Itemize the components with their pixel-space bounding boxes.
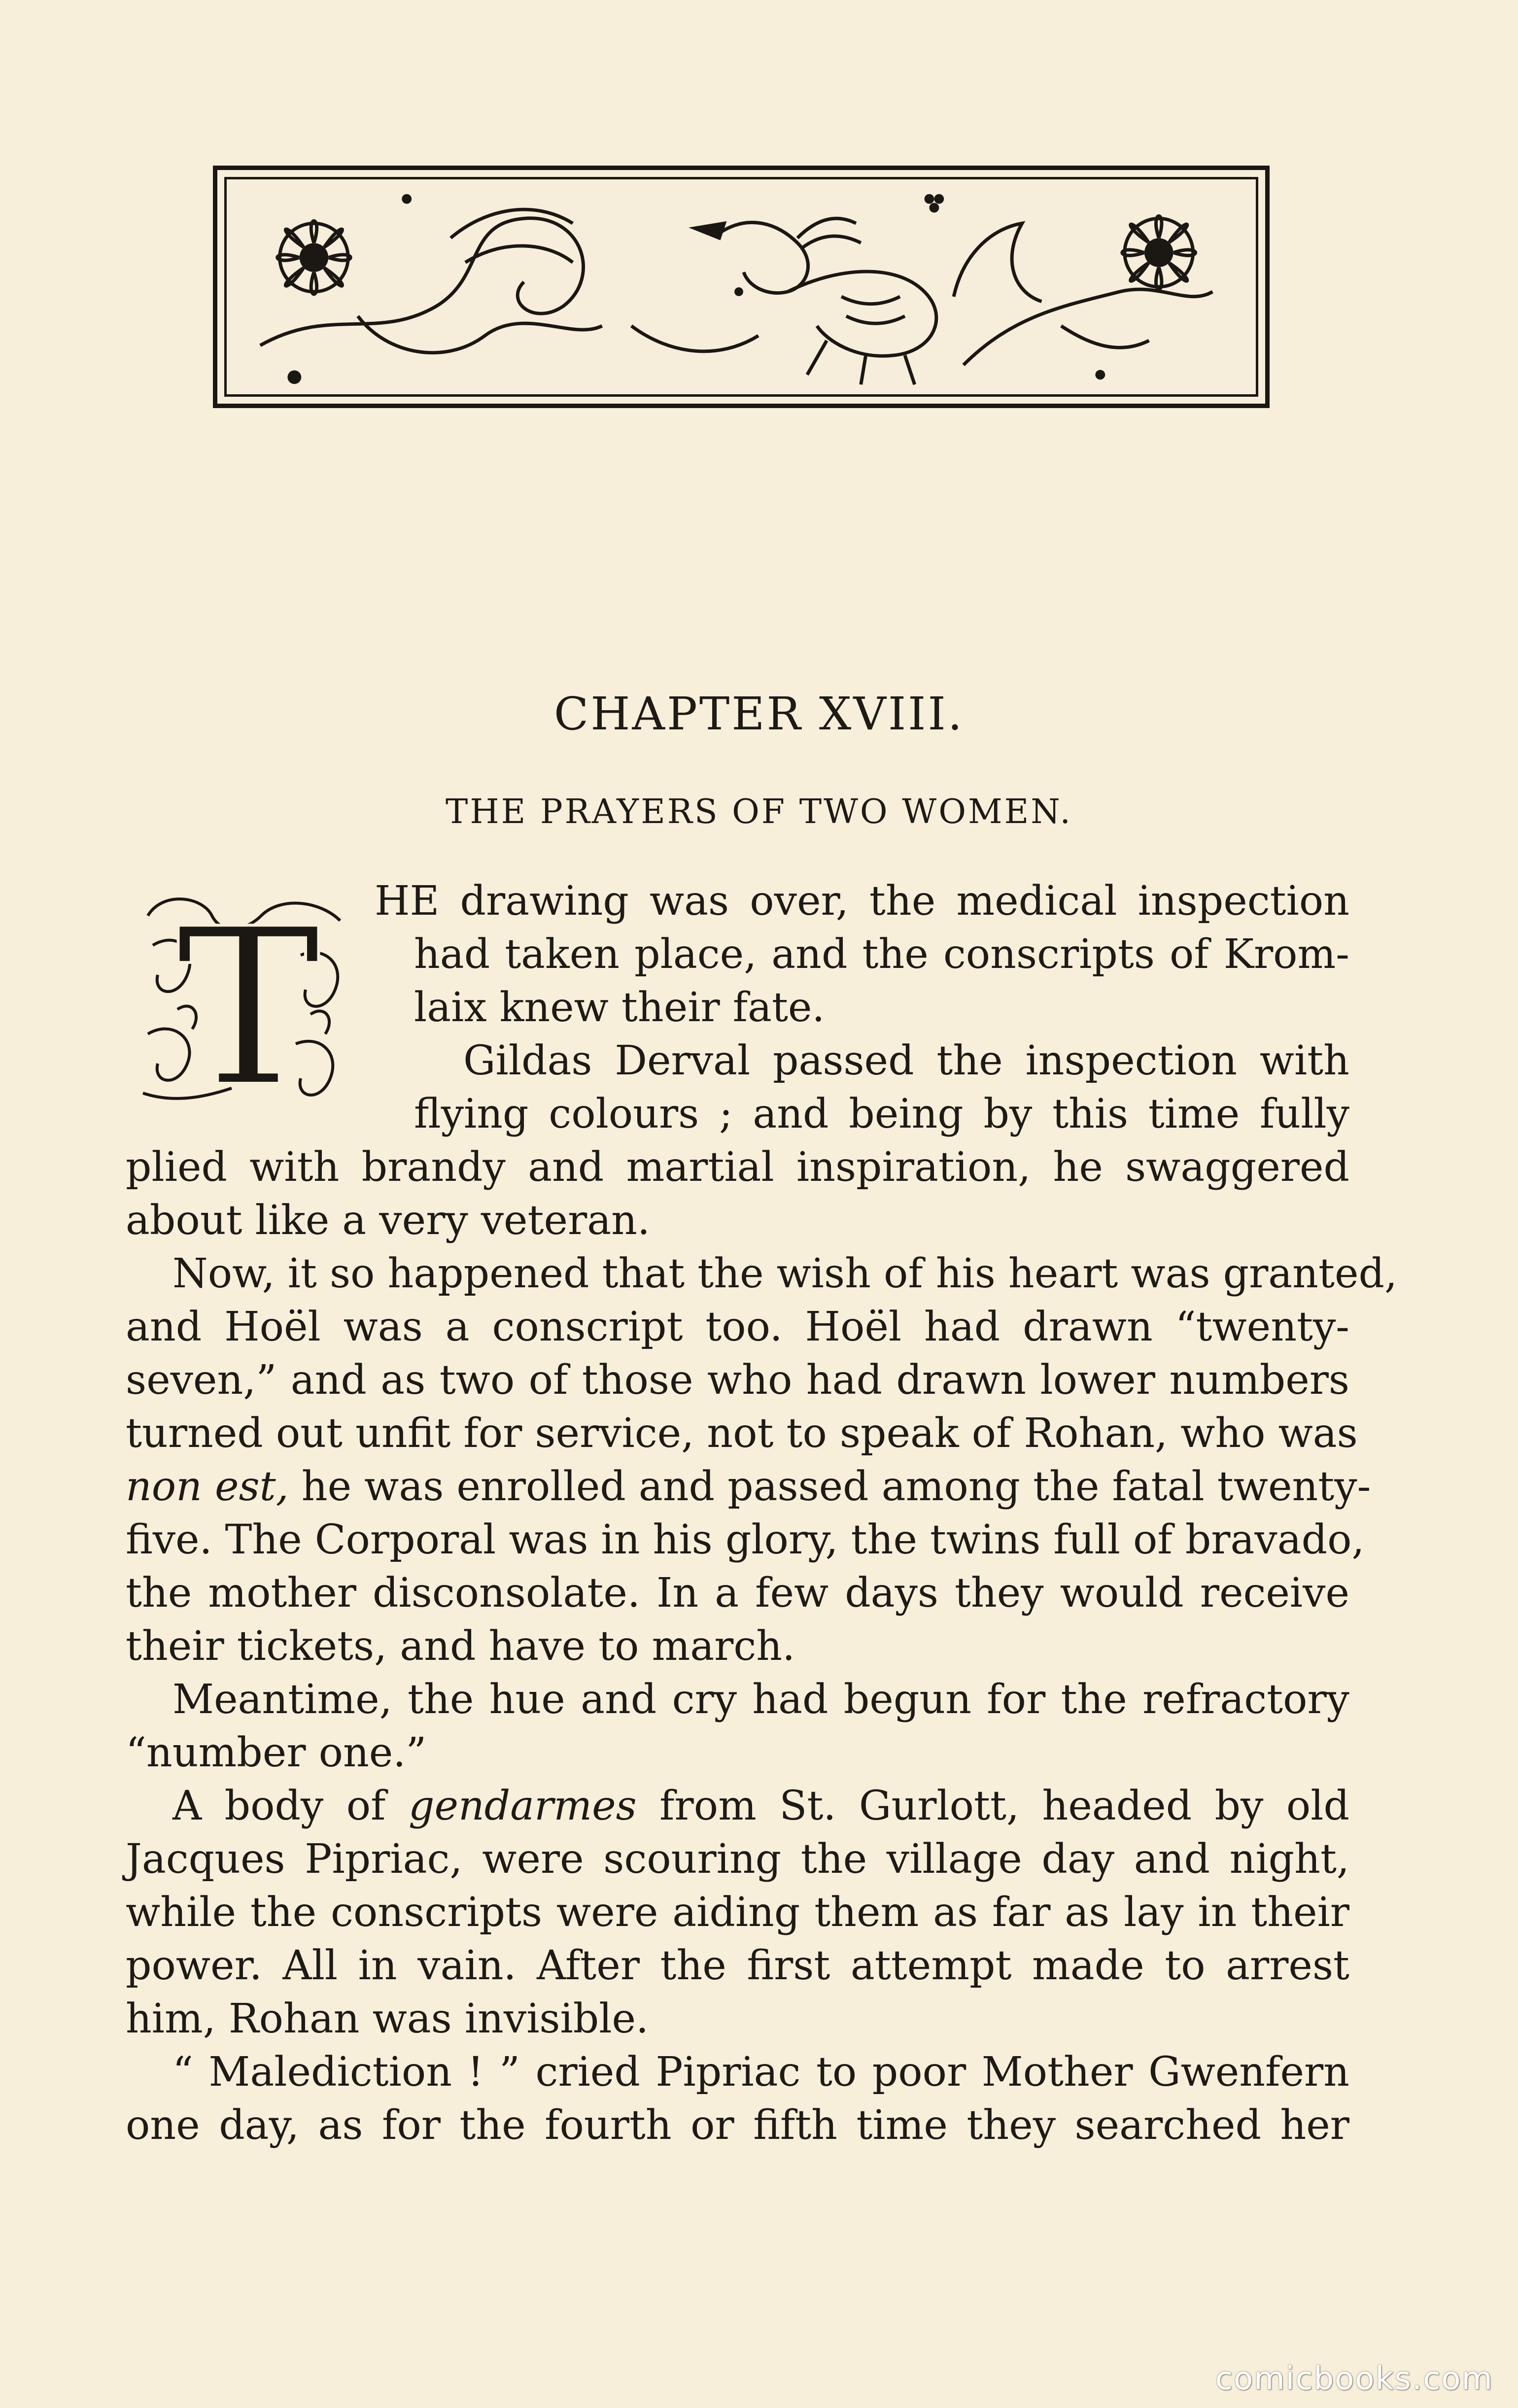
- text-line-22: him, Rohan was invisible.: [126, 1995, 649, 2042]
- text-line-2: had taken place, and the conscripts of Krom-: [414, 931, 1349, 978]
- dropcap-ornament-illustration: [133, 886, 364, 1109]
- text-line-20: while the conscripts were aiding them as far as lay in their: [126, 1889, 1349, 1936]
- italic-word: gendarmes: [408, 1783, 637, 1829]
- text-line-6: plied with brandy and martial inspiration, he swaggered: [126, 1144, 1349, 1191]
- text-line-3: laix knew their fate.: [414, 984, 825, 1031]
- text-line-12: [126, 1463, 1371, 1514]
- text-line-19: Jacques Pipriac, were scouring the village day and night,: [126, 1836, 1349, 1883]
- decorated-dropcap: [133, 886, 364, 1109]
- text-line-1: HE drawing was over, the medical inspection: [375, 878, 1349, 925]
- text-line-18-end: from St. Gurlott, headed by old: [636, 1783, 1349, 1829]
- text-line-11: turned out unfit for service, not to speak of Rohan, who was: [126, 1410, 1358, 1457]
- italic-phrase: non est,: [126, 1463, 289, 1510]
- text-line-8: Now, it so happened that the wish of his heart was granted,: [172, 1250, 1398, 1297]
- chapter-title: CHAPTER XVIII.: [553, 688, 965, 740]
- site-watermark: comicbooks.com: [1215, 2361, 1493, 2397]
- text-line-17: “number one.”: [126, 1729, 427, 1776]
- text-line-24: one day, as for the fourth or fifth time they searched her: [126, 2102, 1349, 2149]
- text-line-7: about like a very veteran.: [126, 1197, 650, 1244]
- headpiece-dragon-and-flowers-illustration: [227, 179, 1256, 394]
- text-line-13: five. The Corporal was in his glory, the twins full of bravado,: [126, 1516, 1365, 1563]
- text-line-10: seven,” and as two of those who had drawn lower numbers: [126, 1357, 1349, 1404]
- dropcap-letter: T: [176, 886, 321, 1109]
- text-line-9: and Hoël was a conscript too. Hoël had drawn “twenty-: [126, 1304, 1349, 1350]
- text-line-15: their tickets, and have to march.: [126, 1623, 795, 1670]
- ornamental-headpiece: [213, 166, 1270, 408]
- text-line-12-rest: he was enrolled and passed among the fatal twenty-: [288, 1463, 1371, 1510]
- text-line-16: Meantime, the hue and cry had begun for the refractory: [172, 1676, 1349, 1723]
- text-line-23: “ Malediction ! ” cried Pipriac to poor Mother Gwenfern: [172, 2049, 1349, 2096]
- text-line-21: power. All in vain. After the first attempt made to arrest: [126, 1942, 1349, 1989]
- text-line-18: [172, 1783, 1349, 1833]
- text-line-14: the mother disconsolate. In a few days they would receive: [126, 1570, 1349, 1617]
- chapter-subtitle: THE PRAYERS OF TWO WOMEN.: [446, 792, 1072, 831]
- text-line-5: flying colours ; and being by this time fully: [414, 1091, 1349, 1137]
- text-line-18-start: A body of: [172, 1783, 409, 1829]
- text-line-4: Gildas Derval passed the inspection with: [463, 1037, 1349, 1084]
